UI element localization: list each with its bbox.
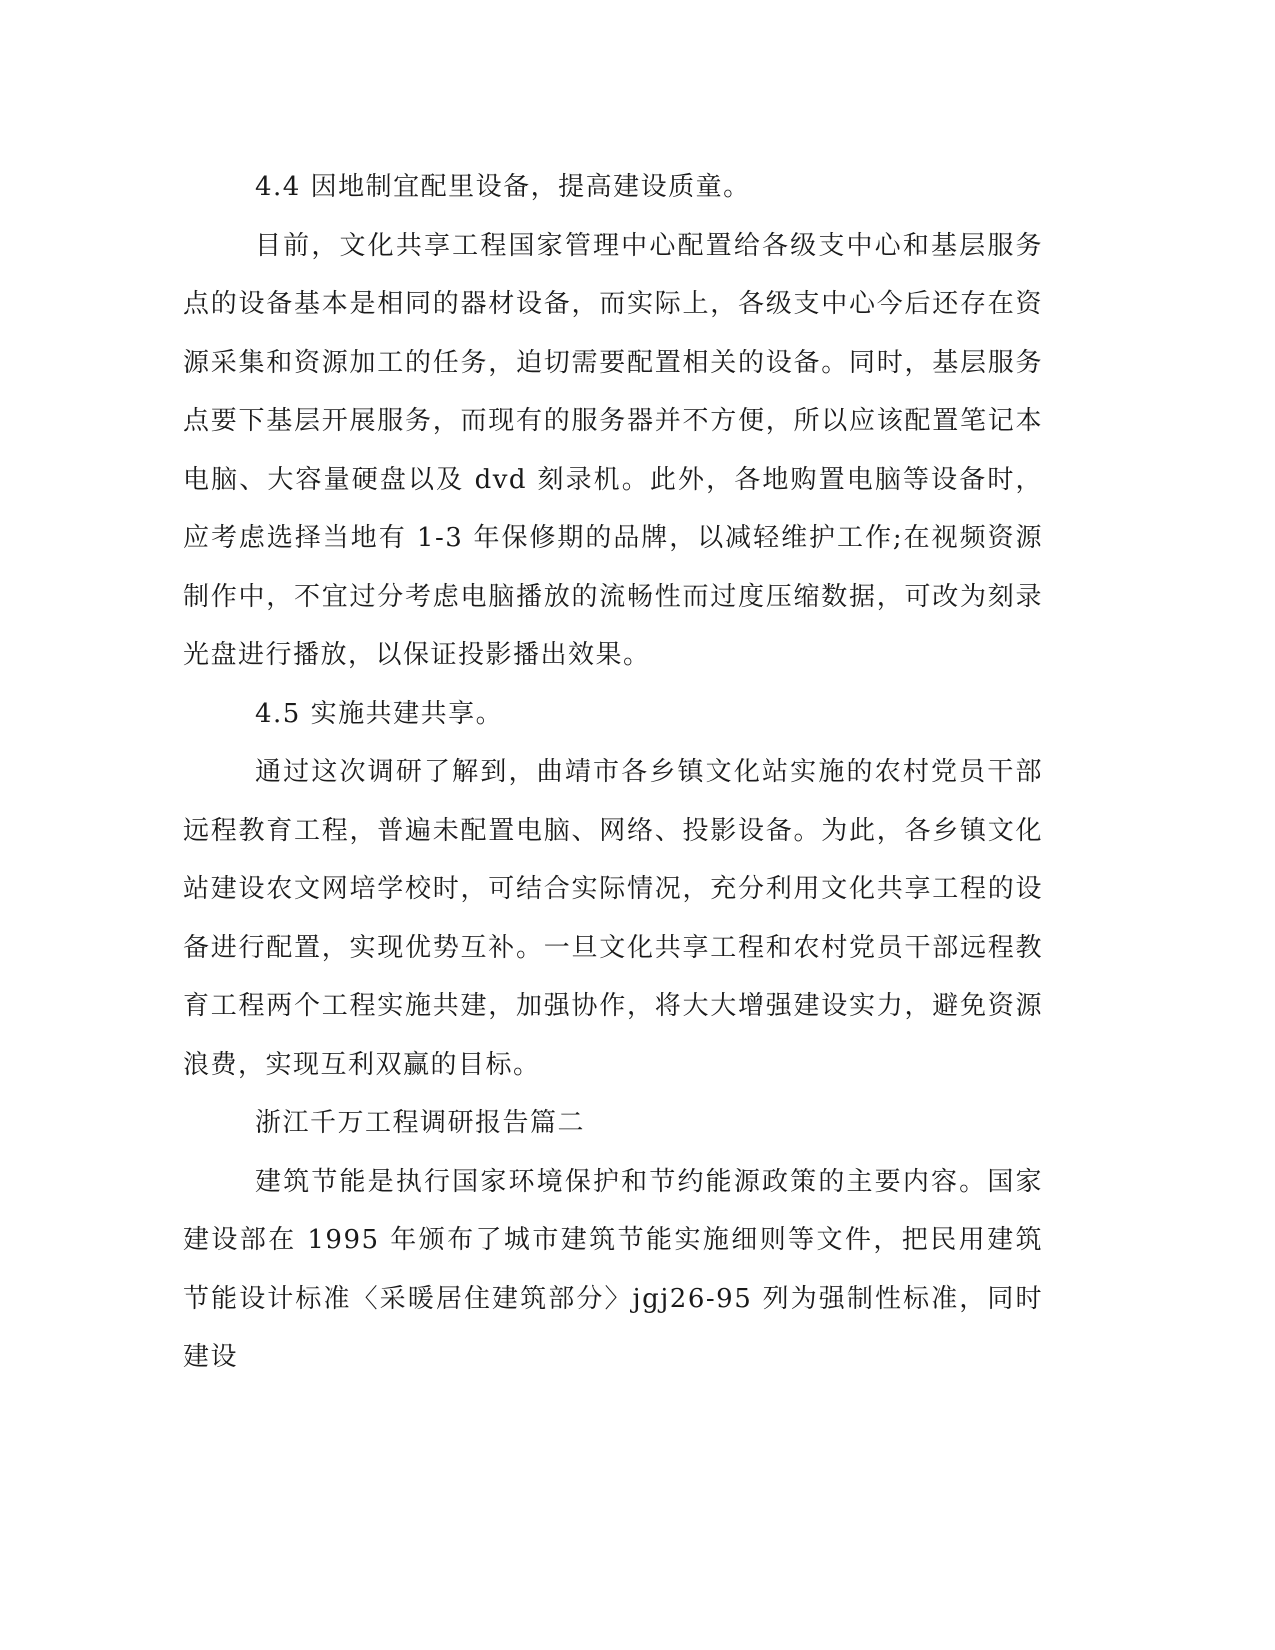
section-heading-4-4: 4.4 因地制宜配里设备，提高建设质童。	[255, 172, 751, 202]
paragraph-equipment: 目前，文化共享工程国家管理中心配置给各级支中心和基层服务点的设备基本是相同的器材设备，而实际上，各级支中心今后还存在资源采集和资源加工的任务，迫切需要配置相关的设备。同时，基层服务点要下基层开展服务，而现有的服务器并不方便，所以应该配置笔记本电脑、大容量硬盘以及 dvd 刻录机。此外，各地购置电脑等设备时，应考虑选择当地有 1-3 年保修期的品牌，以减轻维护工作;在视频资源制作中，不宜过分考虑电脑播放的流畅性而过度压缩数据，可改为刻录光盘进行播放，以保证投影播出效果。	[183, 230, 1043, 670]
part-two-heading: 浙江千万工程调研报告篇二	[255, 1108, 586, 1138]
paragraph-sharing: 通过这次调研了解到，曲靖市各乡镇文化站实施的农村党员干部远程教育工程，普遍未配置电脑、网络、投影设备。为此，各乡镇文化站建设农文网培学校时，可结合实际情况，充分利用文化共享工程的设备进行配置，实现优势互补。一旦文化共享工程和农村党员干部远程教育工程两个工程实施共建，加强协作，将大大增强建设实力，避免资源浪费，实现互利双赢的目标。	[183, 757, 1043, 1080]
paragraph-energy: 建筑节能是执行国家环境保护和节约能源政策的主要内容。国家建设部在 1995 年颁布了城市建筑节能实施细则等文件，把民用建筑节能设计标准〈采暖居住建筑部分〉jgj26-95 列为强制性标准，同时建设	[183, 1166, 1043, 1372]
document-body	[183, 158, 1043, 1387]
section-heading-4-5: 4.5 实施共建共享。	[255, 698, 504, 729]
